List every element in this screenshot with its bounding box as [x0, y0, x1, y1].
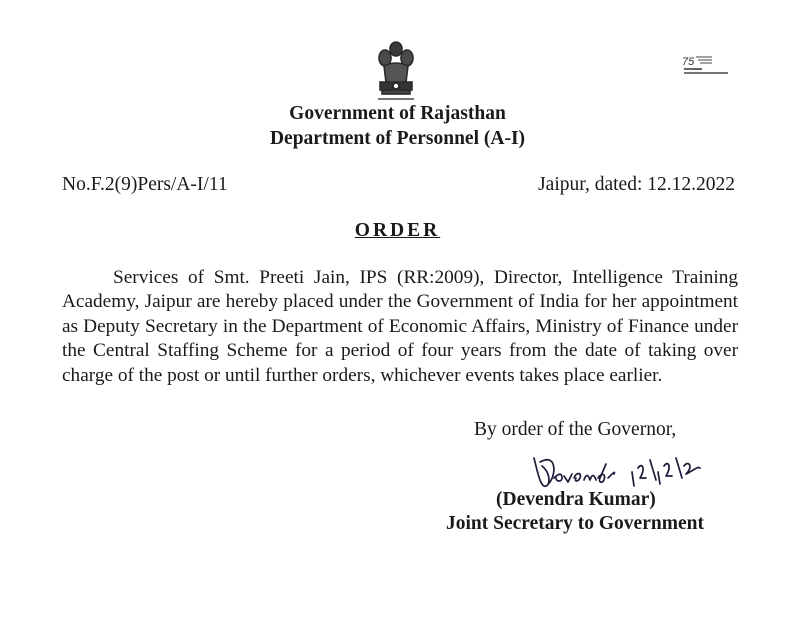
signatory-designation: Joint Secretary to Government — [446, 513, 704, 534]
order-body-paragraph: Services of Smt. Preeti Jain, IPS (RR:2009), Director, Intelligence Training Academy, Jaipur are hereby placed under the Government of India for her appointment as Deputy Secretary in the Department of Economic Affairs, Ministry of Finance under the Central Staffing Scheme for a period of four years from the date of taking over charge of the post or until further orders, whichever events takes place earlier. — [62, 267, 738, 386]
state-emblem-icon — [372, 36, 420, 104]
reference-number: No.F.2(9)Pers/A-I/11 — [62, 174, 228, 195]
department-title: Department of Personnel (A-I) — [269, 128, 526, 149]
emblem-caption-script — [378, 97, 414, 101]
signatory-name: (Devendra Kumar) — [496, 489, 656, 510]
azadi-ka-amrit-mahotsav-logo-icon — [678, 54, 736, 80]
by-order-line: By order of the Governor, — [474, 419, 677, 440]
svg-text:75: 75 — [682, 56, 695, 68]
place-and-date: Jaipur, dated: 12.12.2022 — [538, 174, 735, 195]
order-heading: ORDER — [354, 220, 441, 241]
government-title: Government of Rajasthan — [289, 103, 506, 124]
handwritten-signature — [528, 444, 703, 490]
